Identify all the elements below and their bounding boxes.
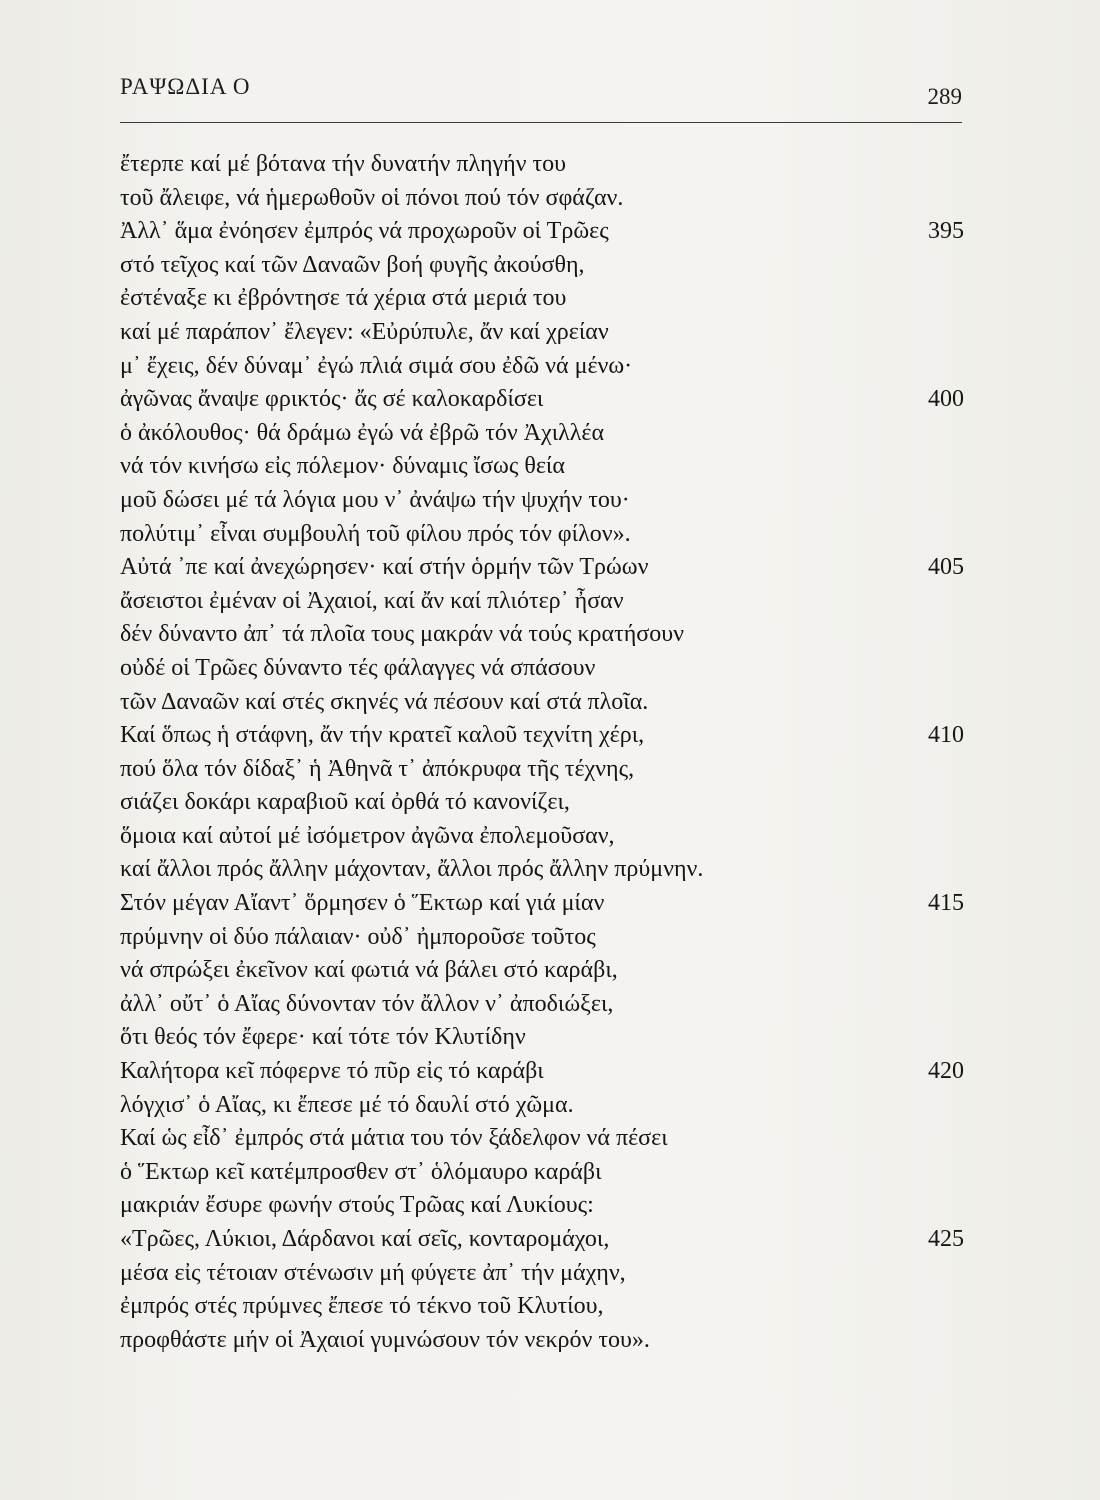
verse-text: Ἀλλ᾽ ἅμα ἐνόησεν ἐμπρός νά προχωροῦν οἱ Τρῶες — [120, 218, 609, 245]
verse-line — [120, 383, 964, 417]
verse-text: οὐδέ οἱ Τρῶες δύναντο τές φάλαγγες νά σπάσουν — [120, 654, 596, 681]
verse-line — [120, 1257, 960, 1291]
verse-line — [120, 1021, 960, 1055]
verse-text: μοῦ δώσει μέ τά λόγια μου ν᾽ ἀνάψω τήν ψυχήν του· — [120, 486, 630, 513]
verse-text: τῶν Δαναῶν καί στές σκηνές νά πέσουν καί στά πλοῖα. — [120, 688, 649, 715]
verse-text: «Τρῶες, Λύκιοι, Δάρδανοι καί σεῖς, κονταρομάχοι, — [120, 1226, 610, 1252]
verse-line — [120, 1156, 960, 1190]
verse-line — [120, 182, 960, 216]
verse-line — [120, 484, 960, 518]
verse-text: τοῦ ἄλειφε, νά ἡμερωθοῦν οἱ πόνοι πού τόν σφάζαν. — [120, 184, 624, 211]
verse-line — [120, 1223, 964, 1257]
verse-text: καί ἄλλοι πρός ἄλλην μάχονταν, ἄλλοι πρός ἄλλην πρύμνην. — [120, 856, 704, 883]
page-number: 289 — [927, 84, 962, 109]
verse-text: ἄσειστοι ἐμέναν οἱ Ἀχαιοί, καί ἄν καί πλιότερ᾽ ἦσαν — [120, 587, 624, 614]
verse-text: δέν δύναντο ἀπ᾽ τά πλοῖα τους μακράν νά τούς κρατήσουν — [120, 621, 684, 648]
verse-block — [120, 148, 964, 1357]
verse-line — [120, 249, 960, 283]
page-header — [120, 74, 962, 120]
line-number: 395 — [928, 218, 964, 245]
verse-line — [120, 719, 964, 753]
verse-text: προφθάστε μήν οἱ Ἀχαιοί γυμνώσουν τόν νεκρόν του». — [120, 1326, 650, 1353]
verse-line — [120, 1089, 960, 1123]
verse-line — [120, 417, 960, 451]
verse-line — [120, 215, 964, 249]
verse-text: πολύτιμ᾽ εἶναι συμβουλή τοῦ φίλου πρός τόν φίλον». — [120, 520, 631, 547]
verse-line — [120, 316, 960, 350]
verse-line — [120, 1055, 964, 1089]
verse-line — [120, 450, 960, 484]
line-number: 400 — [928, 386, 964, 413]
verse-line — [120, 1290, 960, 1324]
verse-text: ἐμπρός στές πρύμνες ἔπεσε τό τέκνο τοῦ Κλυτίου, — [120, 1293, 604, 1320]
verse-text: πού ὅλα τόν δίδαξ᾽ ἡ Ἀθηνᾶ τ᾽ ἀπόκρυφα τῆς τέχνης, — [120, 755, 635, 782]
verse-text: Καλήτορα κεῖ πόφερνε τό πῦρ εἰς τό καράβι — [120, 1058, 544, 1085]
running-head: ΡΑΨΩΔΙΑ Ο — [120, 74, 251, 99]
verse-text: λόγχισ᾽ ὁ Αἴας, κι ἔπεσε μέ τό δαυλί στό χῶμα. — [120, 1091, 574, 1118]
verse-line — [120, 618, 960, 652]
verse-line — [120, 921, 960, 955]
line-number: 410 — [928, 722, 964, 749]
verse-text: Αὐτά ᾽πε καί ἀνεχώρησεν· καί στήν ὁρμήν τῶν Τρώων — [120, 554, 649, 581]
verse-line — [120, 954, 960, 988]
verse-text: ἔτερπε καί μέ βότανα τήν δυνατήν πληγήν του — [120, 151, 567, 177]
verse-line — [120, 1324, 960, 1358]
verse-line — [120, 853, 960, 887]
verse-text: στό τεῖχος καί τῶν Δαναῶν βοή φυγῆς ἀκούσθη, — [120, 251, 585, 278]
verse-text: Στόν μέγαν Αἴαντ᾽ ὅρμησεν ὁ Ἕκτωρ καί γιά μίαν — [120, 890, 605, 917]
verse-text: σιάζει δοκάρι καραβιοῦ καί ὀρθά τό κανονίζει, — [120, 789, 570, 816]
verse-text: ἐστέναξε κι ἐβρόντησε τά χέρια στά μεριά του — [120, 285, 567, 312]
verse-text: ὅμοια καί αὐτοί μέ ἰσόμετρον ἀγῶνα ἐπολεμοῦσαν, — [120, 822, 615, 849]
line-number: 425 — [928, 1226, 964, 1252]
verse-text: μ᾽ ἔχεις, δέν δύναμ᾽ ἐγώ πλιά σιμά σου ἐδῶ νά μένω· — [120, 352, 633, 379]
verse-text: ἀλλ᾽ οὔτ᾽ ὁ Αἴας δύνονταν τόν ἄλλον ν᾽ ἀποδιώξει, — [120, 990, 614, 1017]
verse-line — [120, 652, 960, 686]
verse-text: καί μέ παράπον᾽ ἔλεγεν: «Εὐρύπυλε, ἄν καί χρείαν — [120, 318, 609, 345]
line-number: 405 — [928, 554, 964, 581]
verse-line — [120, 753, 960, 787]
verse-line — [120, 518, 960, 552]
verse-line — [120, 988, 960, 1022]
verse-line — [120, 1189, 960, 1223]
verse-line — [120, 350, 960, 384]
verse-text: μέσα εἰς τέτοιαν στένωσιν μή φύγετε ἀπ᾽ τήν μάχην, — [120, 1259, 626, 1286]
verse-line — [120, 786, 960, 820]
header-rule — [120, 122, 962, 123]
verse-text: ὁ ἀκόλουθος· θά δράμω ἐγώ νά ἐβρῶ τόν Ἀχιλλέα — [120, 419, 605, 446]
verse-text: νά τόν κινήσω εἰς πόλεμον· δύναμις ἴσως θεία — [120, 453, 565, 480]
verse-text: ἀγῶνας ἄναψε φρικτός· ἄς σέ καλοκαρδίσει — [120, 386, 544, 413]
verse-line — [120, 887, 964, 921]
verse-line — [120, 585, 960, 619]
verse-line — [120, 551, 964, 585]
verse-text: ὅτι θεός τόν ἔφερε· καί τότε τόν Κλυτίδην — [120, 1024, 526, 1051]
verse-line — [120, 282, 960, 316]
verse-text: ὁ Ἕκτωρ κεῖ κατέμπροσθεν στ᾽ ὁλόμαυρο καράβι — [120, 1158, 602, 1185]
verse-text: πρύμνην οἱ δύο πάλαιαν· οὐδ᾽ ἠμποροῦσε τοῦτος — [120, 923, 596, 950]
line-number: 415 — [928, 890, 964, 917]
verse-line — [120, 820, 960, 854]
verse-line — [120, 686, 960, 720]
verse-text: Καί ὅπως ἡ στάφνη, ἄν τήν κρατεῖ καλοῦ τεχνίτη χέρι, — [120, 722, 645, 749]
line-number: 420 — [928, 1058, 964, 1085]
verse-text: νά σπρώξει ἐκεῖνον καί φωτιά νά βάλει στό καράβι, — [120, 957, 618, 984]
verse-text: μακριάν ἔσυρε φωνήν στούς Τρῶας καί Λυκίους: — [120, 1192, 594, 1219]
verse-line — [120, 1122, 960, 1156]
verse-line — [120, 148, 960, 182]
verse-text: Καί ὡς εἶδ᾽ ἐμπρός στά μάτια του τόν ξάδελφον νά πέσει — [120, 1125, 668, 1152]
